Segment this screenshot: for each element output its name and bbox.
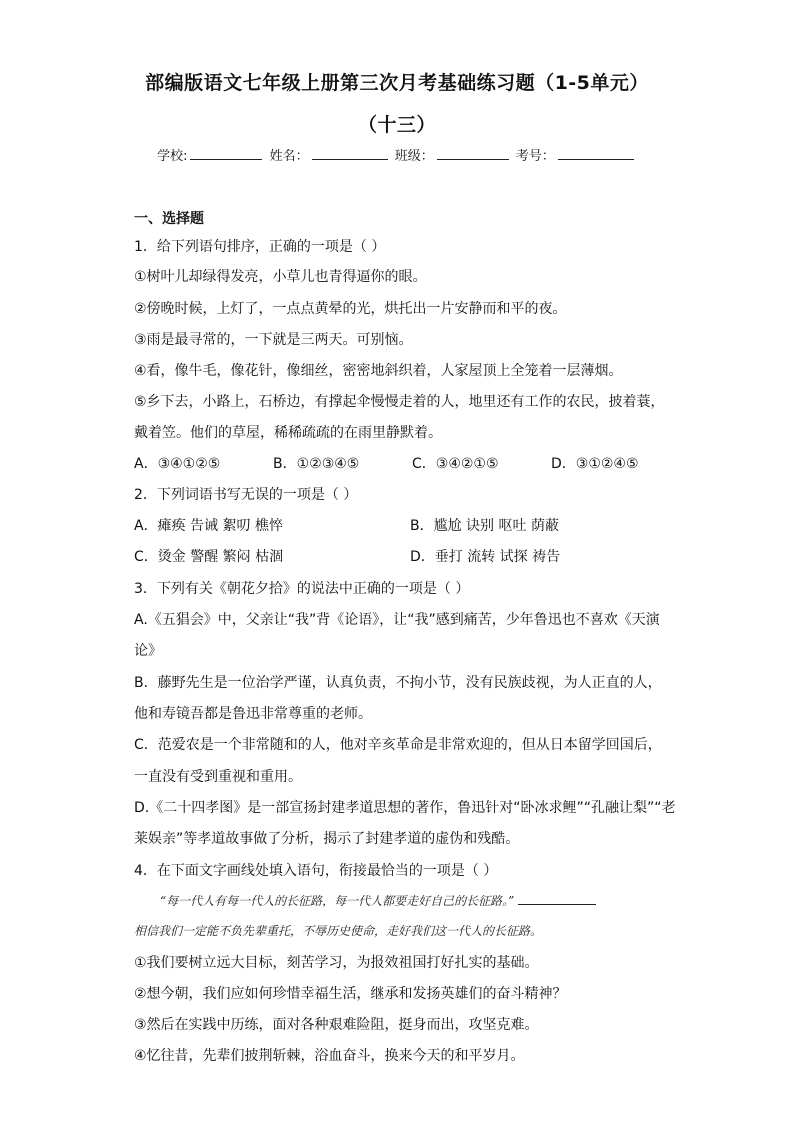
q3-option-b-line1: B．藤野先生是一位治学严谨，认真负责，不拘小节，没有民族歧视，为人正直的人， <box>134 675 662 691</box>
name-blank <box>312 145 388 160</box>
number-blank <box>558 145 634 160</box>
q4-sentence-3: ③然后在实践中历练，面对各种艰难险阻，挺身而出，攻坚克难。 <box>134 1017 539 1033</box>
q1-option-a: A．③④①②⑤ <box>134 456 221 472</box>
q1-sentence-4: ④看，像牛毛，像花针，像细丝，密密地斜织着，人家屋顶上全笼着一层薄烟。 <box>134 363 623 379</box>
section-heading: 一、选择题 <box>134 211 204 227</box>
q4-sentence-4: ④忆往昔，先辈们披荆斩棘，浴血奋斗，换来今天的和平岁月。 <box>134 1048 525 1064</box>
q1-sentence-5a: ⑤乡下去，小路上，石桥边，有撑起伞慢慢走着的人，地里还有工作的农民，披着蓑， <box>134 394 665 410</box>
q1-sentence-2: ②傍晚时候，上灯了，一点点黄晕的光，烘托出一片安静而和平的夜。 <box>134 301 567 317</box>
q3-option-d-line2: 莱娱亲”等孝道故事做了分析，揭示了封建孝道的虚伪和残酷。 <box>134 831 520 847</box>
number-label: 考号： <box>515 149 555 164</box>
q3-option-a-line2: 论》 <box>134 643 162 659</box>
class-blank <box>437 145 509 160</box>
q1-sentence-1: ①树叶儿却绿得发亮，小草儿也青得逼你的眼。 <box>134 269 427 285</box>
q3-option-b-line2: 他和寿镜吾都是鲁迅非常尊重的老师。 <box>134 706 372 722</box>
q1-option-c: C．③④②①⑤ <box>412 456 499 472</box>
name-label: 姓名： <box>269 149 309 164</box>
q4-fill-blank <box>518 892 596 905</box>
school-label: 学校: <box>157 149 188 164</box>
q2-option-c: C．烫金 警醒 繁闷 枯涸 <box>134 549 284 565</box>
student-info-line <box>0 145 794 164</box>
q3-option-c-line2: 一直没有受到重视和重用。 <box>134 769 302 785</box>
q2-option-a: A．瘫痪 告诫 絮叨 樵悴 <box>134 518 283 534</box>
q1-option-d: D．③①②④⑤ <box>551 456 639 472</box>
q4-stem: 4．在下面文字画线处填入语句，衔接最恰当的一项是（ ） <box>134 863 498 879</box>
q3-option-d-line1: D.《二十四孝图》是一部宣扬封建孝道思想的著作，鲁迅针对“卧冰求鲤”“孔融让梨”“老 <box>134 800 676 816</box>
school-blank <box>190 145 262 160</box>
q1-option-b: B．①②③④⑤ <box>273 456 360 472</box>
q1-options <box>134 453 639 473</box>
q4-sentence-1: ①我们要树立远大目标，刻苦学习，为报效祖国打好扎实的基础。 <box>134 955 539 971</box>
page-subtitle: （十三） <box>357 114 436 136</box>
q4-quote-line1 <box>160 892 596 909</box>
q1-sentence-5b: 戴着笠。他们的草屋，稀稀疏疏的在雨里静默着。 <box>134 425 442 441</box>
q3-stem: 3．下列有关《朝花夕拾》的说法中正确的一项是（ ） <box>134 581 470 597</box>
q3-option-c-line1: C．范爱农是一个非常随和的人，他对辛亥革命是非常欢迎的，但从日本留学回国后， <box>134 737 662 753</box>
q1-sentence-3: ③雨是最寻常的，一下就是三两天。可别恼。 <box>134 332 413 348</box>
q4-sentence-2: ②想今朝，我们应如何珍惜幸福生活，继承和发扬英雄们的奋斗精神？ <box>134 986 567 1002</box>
q2-stem: 2．下列词语书写无误的一项是（ ） <box>134 487 358 503</box>
class-label: 班级： <box>394 149 434 164</box>
q4-quote-line2: 相信我们一定能不负先辈重托，不辱历史使命，走好我们这一代人的长征路。 <box>134 924 543 938</box>
q4-quote-text: “每一代人有每一代人的长征路，每一代人都要走好自己的长征路。” <box>160 894 515 908</box>
q2-option-d: D．垂打 流转 试探 祷告 <box>410 549 561 565</box>
page-title: 部编版语文七年级上册第三次月考基础练习题（1-5单元） <box>145 72 649 94</box>
q3-option-a-line1: A.《五猖会》中，父亲让“我”背《论语》，让“我”感到痛苦，少年鲁迅也不喜欢《天演 <box>134 612 660 628</box>
q1-stem: 1．给下列语句排序，正确的一项是（ ） <box>134 239 386 255</box>
q2-option-b: B．尴尬 诀别 呕吐 荫蔽 <box>410 518 559 534</box>
